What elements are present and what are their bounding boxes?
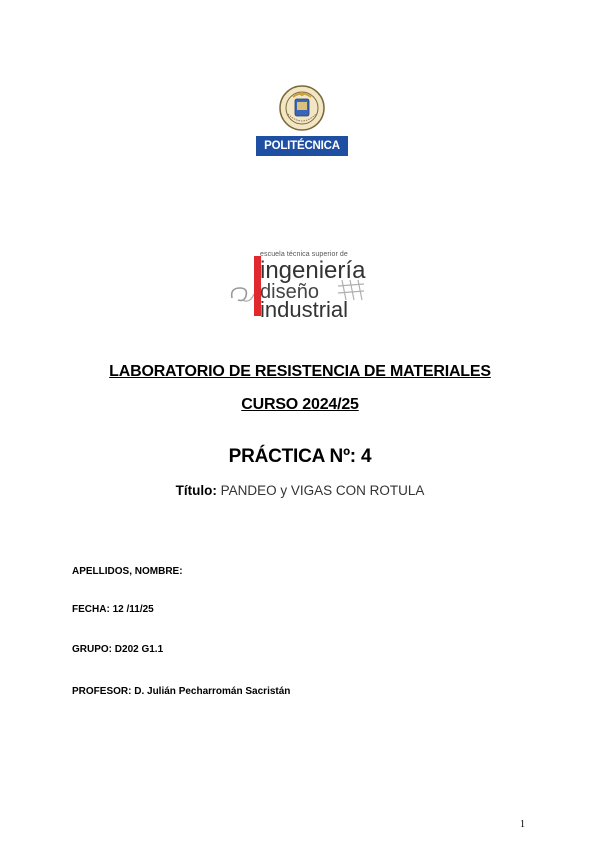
professor-label: PROFESOR: <box>72 686 132 697</box>
practice-number: PRÁCTICA Nº: 4 <box>228 446 372 467</box>
group-field <box>72 644 163 655</box>
upm-banner: POLITÉCNICA <box>256 136 348 156</box>
date-label: FECHA: <box>72 604 110 615</box>
practice-title-label: Título: <box>175 483 217 498</box>
logo-tagline: escuela técnica superior de <box>260 251 348 258</box>
practice-title-value: PANDEO y VIGAS CON ROTULA <box>220 483 425 498</box>
date-value: 12 /11/25 <box>112 604 154 615</box>
name-field <box>72 566 183 577</box>
logo-grid-icon <box>336 278 366 302</box>
date-field <box>72 604 154 615</box>
page-number: 1 <box>520 819 525 830</box>
etsidi-logo <box>228 250 370 322</box>
university-seal-icon <box>278 84 326 132</box>
professor-field <box>72 686 290 697</box>
practice-title-row <box>0 483 600 498</box>
logo-word-diseno: diseño <box>260 281 319 303</box>
logo-word-ingenieria: ingeniería <box>260 257 366 284</box>
group-value: D202 G1.1 <box>114 644 164 655</box>
professor-value: D. Julián Pecharromán Sacristán <box>134 686 291 697</box>
lab-title: LABORATORIO DE RESISTENCIA DE MATERIALES <box>109 363 491 380</box>
course-title: CURSO 2024/25 <box>241 396 359 413</box>
group-label: GRUPO: <box>72 644 112 655</box>
upm-logo <box>256 84 348 156</box>
logo-word-industrial: industrial <box>260 297 349 322</box>
name-label: APELLIDOS, NOMBRE: <box>72 566 183 577</box>
